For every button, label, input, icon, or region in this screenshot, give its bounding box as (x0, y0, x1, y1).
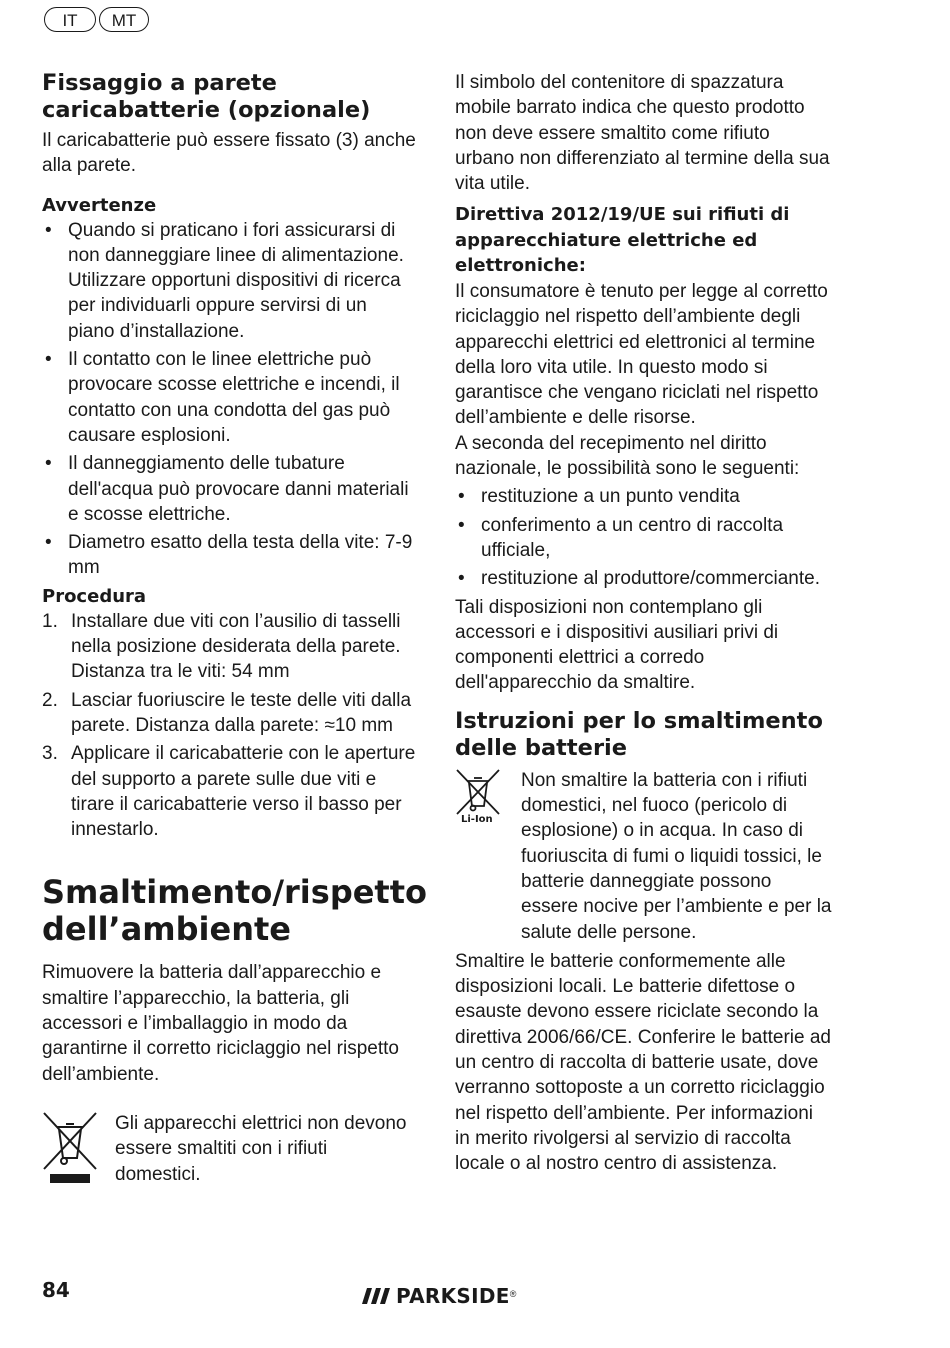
crossed-bin-icon (42, 1111, 98, 1190)
step-text: Lasciar fuoriuscire le teste delle viti dalla parete. Distanza dalla parete: ≈10 mm (71, 689, 412, 736)
registered-mark: ® (509, 1289, 517, 1299)
list-item: • Quando si praticano i fori assicurarsi di non danneggiare linee di alimentazione. Utilizzare opportuni dispositivi di ricerca per individuarli oppure servirsi di un piano d’installazione. (42, 218, 417, 344)
wall-mount-intro: Il caricabatterie può essere fissato (3) anche alla parete. (42, 130, 416, 177)
battery-disposal-heading: Istruzioni per lo smaltimento delle batterie (455, 707, 823, 761)
list-item: • Il danneggiamento delle tubature dell'acqua può provocare danni materiali e scosse elettriche. (42, 451, 417, 527)
slashes-icon (362, 1288, 390, 1304)
bin-symbol-text: Il simbolo del contenitore di spazzatura mobile barrato indica che questo prodotto non deve essere smaltito come rifiuto urbano non differenziato al termine della sua vita utile. (455, 72, 830, 195)
brand-name: PARKSIDE (396, 1284, 510, 1308)
list-item: • conferimento a un centro di raccolta ufficiale, (455, 513, 833, 564)
weee-text: Gli apparecchi elettrici non devono essere smaltiti con i rifiuti domestici. (115, 1112, 407, 1185)
language-badge-mt: MT (99, 7, 149, 32)
directive-text: Il consumatore è tenuto per legge al corretto riciclaggio nel rispetto dell’ambiente degli apparecchi elettrici ed elettronici al termine della loro vita utile. In questo modo si garantisce che vengano riciclati nel rispetto dell’ambiente e delle risorse. (455, 280, 828, 429)
li-ion-label: Li-Ion (461, 813, 493, 825)
directive-heading: Direttiva 2012/19/UE sui rifiuti di apparecchiature elettriche ed elettroniche: (455, 204, 790, 277)
list-item: • Diametro esatto della testa della vite: 7-9 mm (42, 530, 417, 581)
wall-mount-heading: Fissaggio a parete caricabatterie (opzionale) (42, 70, 371, 123)
disposal-text: Rimuovere la batteria dall’apparecchio e smaltire l’apparecchio, la batteria, gli accessori e l’imballaggio in modo da garantirne il corretto riciclaggio nel rispetto dell’ambiente. (42, 962, 399, 1085)
procedure-heading: Procedura (42, 585, 147, 607)
weee-notice (42, 1111, 417, 1187)
language-badge-it: IT (44, 7, 96, 32)
step-text: Applicare il caricabatterie con le aperture del supporto a parete sulle due viti e tirare il caricabatterie verso il basso per innestarlo. (71, 743, 416, 841)
warnings-list (42, 218, 417, 581)
list-item (42, 741, 417, 842)
step-number: 3. (42, 743, 58, 765)
warnings-heading: Avvertenze (42, 194, 157, 216)
li-ion-disposal-icon (455, 768, 501, 835)
disposal-heading: Smaltimento/rispetto dell’ambiente (42, 873, 427, 949)
step-number: 2. (42, 689, 58, 711)
battery-warning-text: Non smaltire la batteria con i rifiuti domestici, nel fuoco (pericolo di esplosione) o in acqua. In caso di fuoriuscita di fumi o liquidi tossici, le batterie danneggiate possono essere nocive per l’ambiente e per la salute delle persone. (521, 769, 832, 943)
options-intro: A seconda del recepimento nel diritto nazionale, le possibilità sono le seguenti: (455, 432, 800, 480)
left-column (42, 70, 427, 1187)
list-item: • restituzione a un punto vendita (455, 484, 833, 509)
parkside-logo (362, 1283, 516, 1309)
list-item (42, 609, 417, 685)
accessories-text: Tali disposizioni non contemplano gli accessori e i dispositivi ausiliari privi di componenti elettrici a corredo dell'apparecchio da smaltire. (455, 596, 779, 694)
battery-warning (455, 768, 833, 945)
list-item: • restituzione al produttore/commerciante. (455, 566, 833, 591)
step-number: 1. (42, 610, 58, 632)
procedure-steps (42, 609, 417, 843)
battery-disposal-text: Smaltire le batterie conformemente alle disposizioni locali. Le batterie difettose o esauste devono essere riciclate secondo la direttiva 2006/66/CE. Conferire le batterie ad un centro di raccolta di batterie usate, dove verranno sottoposte a un corretto riciclaggio nel rispetto dell’ambiente. Per informazioni in merito rivolgersi al servizio di raccolta locale o al nostro centro di assistenza. (455, 950, 831, 1175)
list-item: • Il contatto con le linee elettriche può provocare scosse elettriche e incendi, il contatto con una condotta del gas può causare esplosioni. (42, 347, 417, 448)
right-column (455, 70, 833, 1176)
step-text: Installare due viti con l’ausilio di tasselli nella posizione desiderata della parete. Distanza tra le viti: 54 mm (71, 610, 401, 683)
options-list (455, 484, 833, 591)
page-number: 84 (42, 1278, 70, 1302)
list-item (42, 688, 417, 739)
